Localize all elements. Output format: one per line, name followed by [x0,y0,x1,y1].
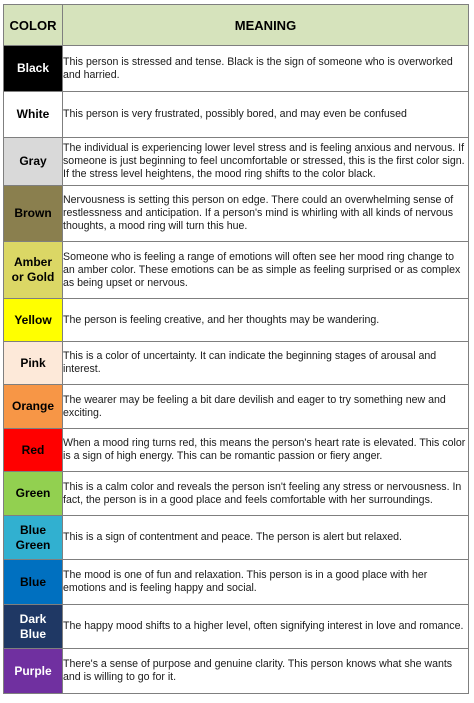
table-row [4,605,469,649]
table-row [4,429,469,472]
table-row [4,649,469,694]
color-swatch-cell: Dark Blue [4,605,63,649]
table-row [4,46,469,92]
meaning-cell: When a mood ring turns red, this means the person's heart rate is elevated. This color is a sign of high energy. This can be romantic passion or fiery anger. [63,429,469,472]
meaning-cell: The happy mood shifts to a higher level, often signifying interest in love and romance. [63,605,469,649]
mood-ring-color-table [3,4,469,694]
color-swatch-cell: Purple [4,649,63,694]
meaning-cell: The individual is experiencing lower level stress and is feeling anxious and nervous. If someone is just beginning to feel uncomfortable or stressed, this is the first color sign. If the stress level heightens, the mood ring shifts to the color black. [63,138,469,186]
table-row [4,516,469,560]
meaning-cell: The mood is one of fun and relaxation. This person is in a good place with her emotions and is feeling happy and social. [63,560,469,605]
color-swatch-cell: White [4,92,63,138]
meaning-cell: Nervousness is setting this person on edge. There could an overwhelming sense of restlessness and anticipation. If a person's mind is whirling with all kinds of nervous thoughts, a mood ring will turn this hue. [63,186,469,242]
meaning-cell: Someone who is feeling a range of emotions will often see her mood ring change to an amber color. These emotions can be as simple as feeling surprised or as complex as being upset or nervous. [63,242,469,299]
meaning-cell: The person is feeling creative, and her thoughts may be wandering. [63,299,469,342]
table-row [4,560,469,605]
meaning-cell: This is a calm color and reveals the person isn't feeling any stress or nervousness. In fact, the person is in a good place and feels comfortable with her surroundings. [63,472,469,516]
color-swatch-cell: Black [4,46,63,92]
table-row [4,138,469,186]
table-row [4,342,469,385]
meaning-cell: This is a color of uncertainty. It can indicate the beginning stages of arousal and interest. [63,342,469,385]
meaning-cell: There's a sense of purpose and genuine clarity. This person knows what she wants and is willing to go for it. [63,649,469,694]
color-swatch-cell: Green [4,472,63,516]
meaning-cell: The wearer may be feeling a bit dare devilish and eager to try something new and exciting. [63,385,469,429]
table-row [4,385,469,429]
color-swatch-cell: Pink [4,342,63,385]
color-swatch-cell: Blue Green [4,516,63,560]
color-swatch-cell: Brown [4,186,63,242]
color-column-header: COLOR [4,5,63,46]
table-row [4,186,469,242]
table-row [4,92,469,138]
header-row [4,5,469,46]
meaning-column-header: MEANING [63,5,469,46]
color-swatch-cell: Orange [4,385,63,429]
table-row [4,472,469,516]
color-swatch-cell: Red [4,429,63,472]
color-swatch-cell: Amber or Gold [4,242,63,299]
color-swatch-cell: Blue [4,560,63,605]
color-swatch-cell: Yellow [4,299,63,342]
color-swatch-cell: Gray [4,138,63,186]
table-row [4,242,469,299]
meaning-cell: This person is very frustrated, possibly bored, and may even be confused [63,92,469,138]
table-row [4,299,469,342]
meaning-cell: This person is stressed and tense. Black is the sign of someone who is overworked and harried. [63,46,469,92]
meaning-cell: This is a sign of contentment and peace. The person is alert but relaxed. [63,516,469,560]
